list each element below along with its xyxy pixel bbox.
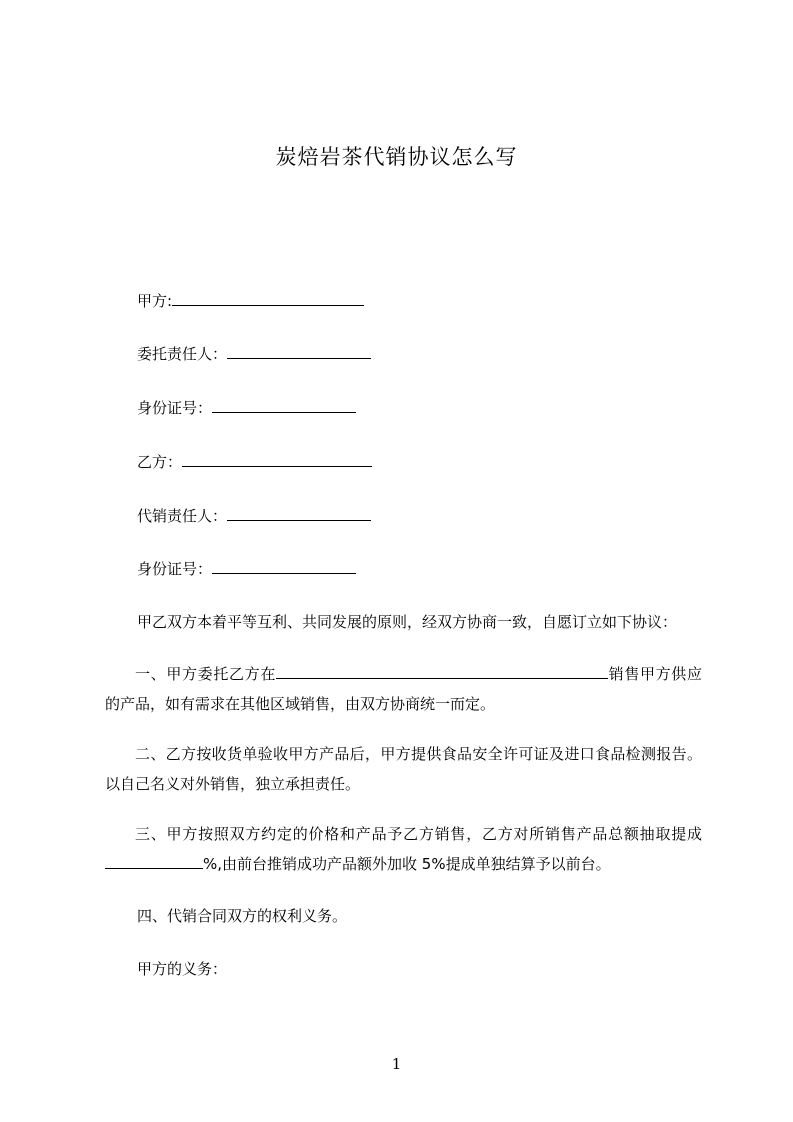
id-number-a-blank (212, 398, 356, 413)
clause-3-suffix: %,由前台推销成功产品额外加收 5%提成单独结算予以前台。 (203, 855, 611, 873)
id-number-a-field (137, 398, 356, 418)
clause-4-heading: 四、代销合同双方的权利义务。 (137, 907, 348, 925)
entrusting-person-field (137, 344, 371, 364)
consignment-person-label: 代销责任人： (137, 507, 228, 525)
party-b-blank (182, 452, 372, 467)
entrusting-person-label: 委托责任人： (137, 345, 228, 363)
party-b-field (137, 452, 372, 472)
party-a-duties-heading: 甲方的义务： (137, 960, 228, 978)
clause-3-prefix: 三、甲方按照双方约定的价格和产品予乙方销售，乙方对所销售产品总额抽取提成 (135, 825, 702, 843)
clause-1-blank (276, 663, 608, 679)
party-b-label: 乙方： (137, 453, 183, 471)
id-number-b-field (137, 559, 356, 579)
clause-1-suffix: 销售甲方供应的产品，如有需求在其他区域销售，由双方协商统一而定。 (105, 665, 702, 713)
id-number-a-label: 身份证号： (137, 399, 213, 417)
party-a-label: 甲方: (137, 292, 173, 310)
clause-3-blank (105, 853, 203, 869)
party-a-field (137, 291, 364, 311)
document-title: 炭焙岩茶代销协议怎么写 (275, 145, 518, 169)
page-number: 1 (391, 1055, 402, 1073)
clause-1 (105, 659, 702, 719)
id-number-b-blank (212, 559, 356, 574)
consignment-person-field (137, 506, 371, 526)
id-number-b-label: 身份证号： (137, 560, 213, 578)
entrusting-person-blank (227, 344, 371, 359)
clause-2: 二、乙方按收货单验收甲方产品后，甲方提供食品安全许可证及进口食品检测报告。以自己名义对外销售，独立承担责任。 (105, 745, 702, 793)
clause-1-prefix: 一、甲方委托乙方在 (135, 665, 276, 683)
party-a-blank (172, 291, 364, 306)
clause-3 (105, 819, 702, 879)
consignment-person-blank (227, 506, 371, 521)
intro-paragraph: 甲乙双方本着平等互利、共同发展的原则，经双方协商一致，自愿订立如下协议： (137, 613, 678, 631)
